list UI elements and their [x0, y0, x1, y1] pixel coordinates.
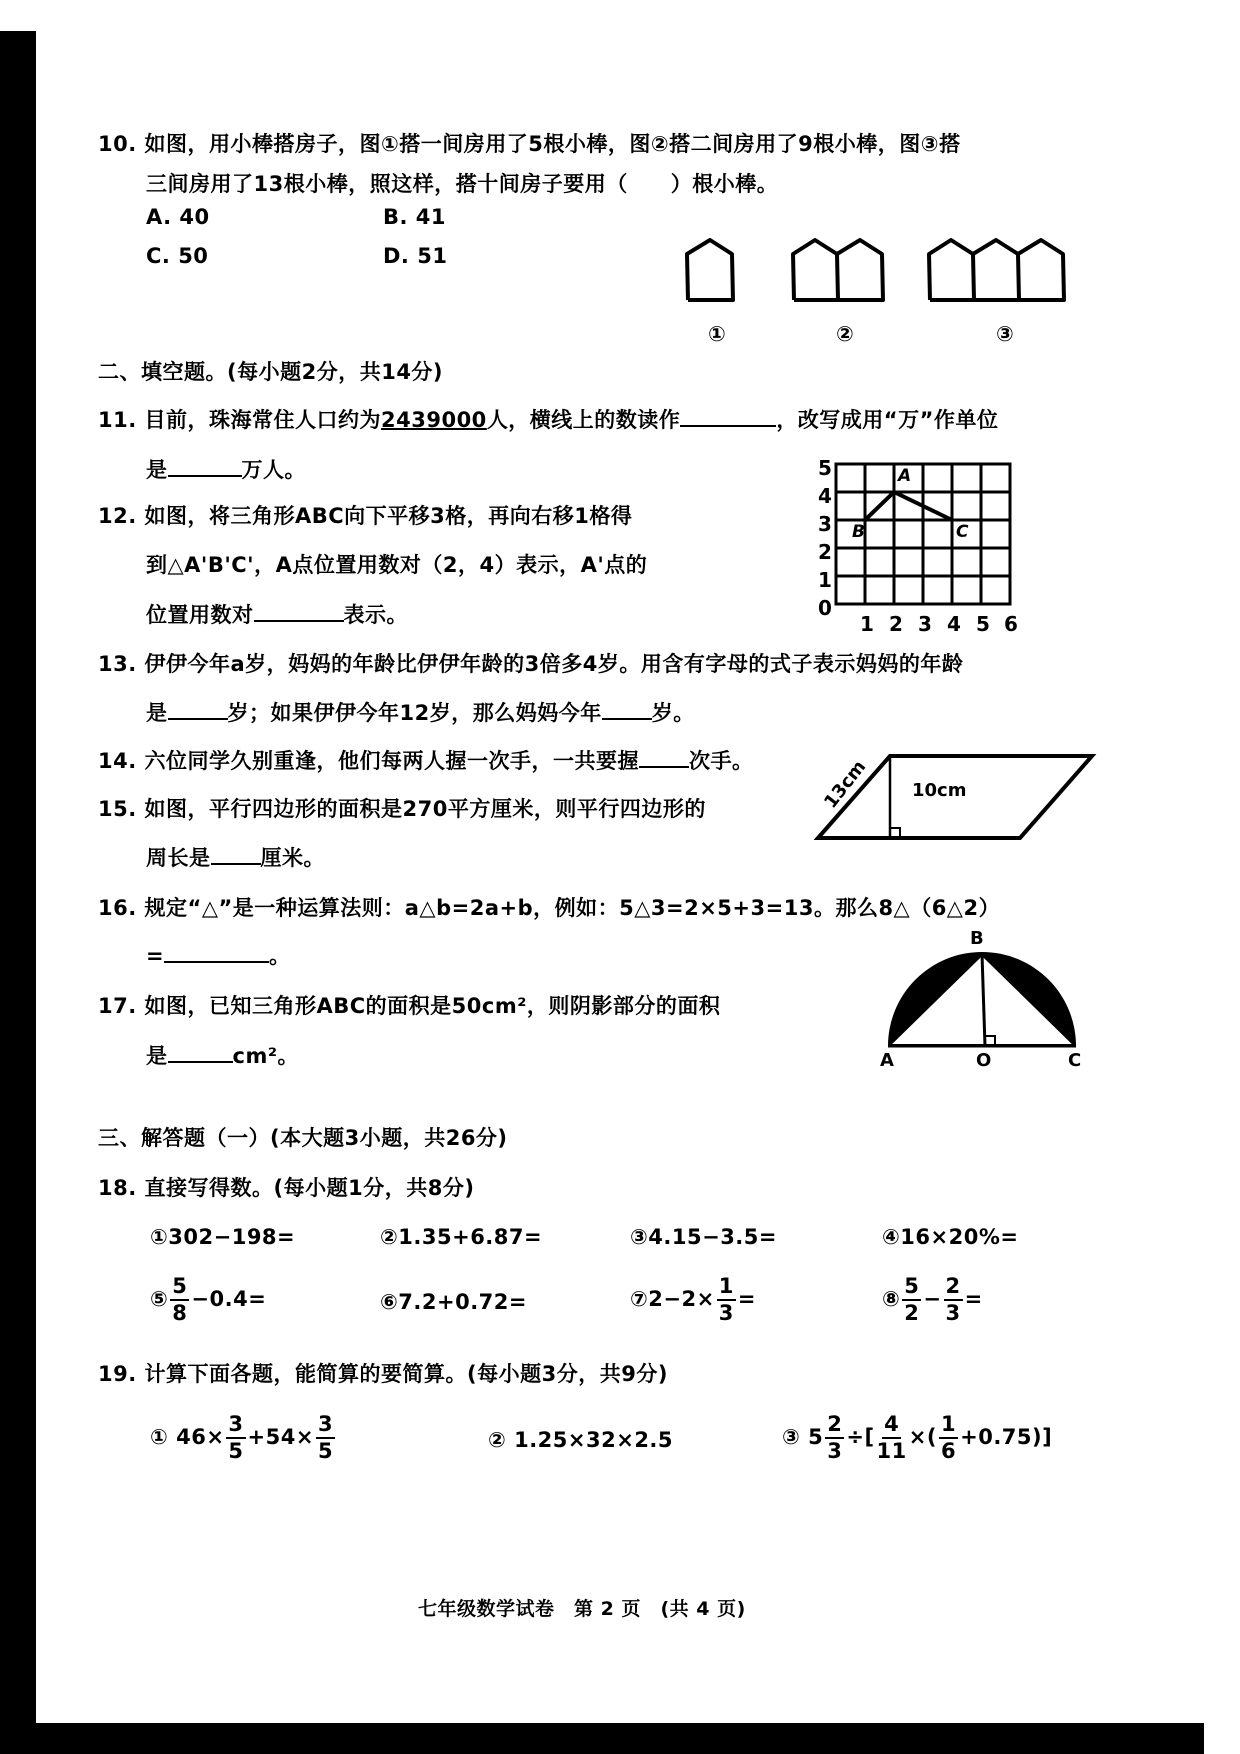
house-label-2: ②: [836, 322, 855, 346]
denominator: 3: [945, 1301, 961, 1325]
page-footer: 七年级数学试卷 第 2 页 (共 4 页): [418, 1598, 746, 1620]
q18-item-4: ④16×20%=: [882, 1225, 1019, 1249]
q18-item-2: ②1.35+6.87=: [380, 1225, 543, 1249]
section2-title: 二、填空题。(每小题2分，共14分): [98, 360, 444, 384]
denominator: 6: [940, 1439, 957, 1463]
denominator: 5: [228, 1439, 244, 1463]
q18-item-7-pre: 2−2×: [648, 1287, 715, 1311]
numerator: 2: [825, 1414, 844, 1439]
denominator: 11: [876, 1439, 907, 1463]
q15-line2-prefix: 周长是: [146, 846, 211, 870]
q12-line3-suffix: 表示。: [343, 603, 408, 627]
q10-option-a: A. 40: [146, 205, 210, 229]
denominator: 3: [827, 1439, 843, 1463]
semicircle-figure: [884, 950, 1084, 1050]
q18-item-3: ③4.15−3.5=: [630, 1225, 777, 1249]
grid-y-2: 2: [818, 540, 832, 564]
q18-item-8-num: ⑧: [882, 1287, 901, 1311]
q10-line2: 三间房用了13根小棒，照这样，搭十间房子要用（ ）根小棒。: [146, 172, 779, 196]
q13-line2-b: 岁；如果伊伊今年12岁，那么妈妈今年: [227, 701, 602, 725]
q19-item-1-num: ①: [150, 1425, 169, 1449]
q18-item-5-num: ⑤: [150, 1287, 169, 1311]
section3-title: 三、解答题（一）(本大题3小题，共26分): [98, 1126, 508, 1150]
q10-option-d: D. 51: [383, 244, 448, 268]
numerator: 1: [939, 1414, 958, 1439]
q11-number: 2439000: [381, 408, 487, 432]
q16-blank[interactable]: [164, 943, 269, 963]
grid-point-b: B: [852, 522, 865, 542]
denominator: 8: [172, 1301, 188, 1325]
grid-y-0: 0: [818, 596, 832, 620]
q17-line1: 17. 如图，已知三角形ABC的面积是50cm²，则阴影部分的面积: [98, 994, 721, 1018]
scan-border-bottom: [0, 1723, 1204, 1754]
parallelogram-side-label: 13cm: [820, 756, 871, 813]
parallelogram-height-label: 10cm: [912, 780, 967, 801]
q17-line2-prefix: 是: [146, 1044, 168, 1068]
q19-item-1-a: 46×: [176, 1425, 225, 1449]
houses-figure: [680, 232, 1100, 312]
q17-blank[interactable]: [168, 1043, 233, 1063]
q18-item-7: [630, 1276, 756, 1324]
grid-y-1: 1: [818, 568, 832, 592]
grid-x-4: 4: [947, 612, 961, 636]
q12-line3-prefix: 位置用数对: [146, 603, 254, 627]
fraction: [316, 1414, 335, 1462]
grid-y-5: 5: [818, 456, 832, 480]
q11-blank-2[interactable]: [168, 457, 242, 477]
fraction: [944, 1276, 963, 1324]
numerator: 2: [944, 1276, 963, 1301]
q10-option-b: B. 41: [383, 205, 447, 229]
q19-title: 19. 计算下面各题，能简算的要简算。(每小题3分，共9分): [98, 1362, 668, 1386]
q19-item-3-b: ×(: [908, 1425, 937, 1449]
q18-item-5: [150, 1276, 266, 1324]
q18-item-7-rest: =: [737, 1287, 756, 1311]
scan-border-left: [0, 31, 36, 1754]
numerator: 5: [902, 1276, 921, 1301]
grid-x-6: 6: [1004, 612, 1018, 636]
q16-line2-prefix: =: [146, 944, 165, 968]
grid-point-a: A: [898, 466, 912, 486]
grid-x-2: 2: [889, 612, 903, 636]
q10-line1: 10. 如图，用小棒搭房子，图①搭一间房用了5根小棒，图②搭二间房用了9根小棒，图③搭: [98, 132, 961, 156]
semicircle-label-o: O: [976, 1050, 992, 1071]
q15-line2-suffix: 厘米。: [260, 846, 325, 870]
denominator: 2: [904, 1301, 920, 1325]
grid-x-1: 1: [860, 612, 874, 636]
grid-x-3: 3: [918, 612, 932, 636]
grid-y-3: 3: [818, 512, 832, 536]
q18-item-1: ①302−198=: [150, 1225, 296, 1249]
numerator: 3: [316, 1414, 335, 1439]
q11-line2: [146, 454, 306, 484]
fraction: [226, 1414, 245, 1462]
numerator: 3: [226, 1414, 245, 1439]
q14-prefix: 14. 六位同学久别重逢，他们每两人握一次手，一共要握: [98, 749, 640, 773]
q13-line2-a: 是: [146, 701, 168, 725]
q19-item-3: [782, 1414, 1052, 1462]
numerator: 1: [717, 1276, 736, 1301]
q13-line2-c: 岁。: [651, 701, 695, 725]
q12-line1: 12. 如图，将三角形ABC向下平移3格，再向右移1格得: [98, 504, 633, 528]
fraction: [939, 1414, 958, 1462]
fraction: [877, 1414, 907, 1462]
semicircle-label-c: C: [1068, 1050, 1082, 1071]
q13-line1: 13. 伊伊今年a岁，妈妈的年龄比伊伊年龄的3倍多4岁。用含有字母的式子表示妈妈的年龄: [98, 652, 964, 676]
q18-item-5-rest: −0.4=: [191, 1287, 267, 1311]
fraction: [717, 1276, 736, 1324]
q14-suffix: 次手。: [689, 749, 754, 773]
q16-line1: 16. 规定“△”是一种运算法则：a△b=2a+b，例如：5△3=2×5+3=13。那么8△（6△2）: [98, 896, 1001, 920]
q18-item-6: ⑥7.2+0.72=: [380, 1290, 527, 1314]
q13-blank-1[interactable]: [168, 700, 228, 720]
q19-item-3-whole: 5: [808, 1425, 824, 1449]
q14-blank[interactable]: [639, 748, 689, 768]
grid-x-5: 5: [976, 612, 990, 636]
q16-line2: [146, 940, 291, 970]
q14-line: [98, 745, 754, 775]
q12-blank[interactable]: [254, 602, 344, 622]
q11-mid: 人，横线上的数读作: [486, 408, 681, 432]
grid-point-c: C: [956, 522, 969, 542]
q10-option-c: C. 50: [146, 244, 209, 268]
q11-line1: [98, 404, 998, 434]
house-label-3: ③: [996, 322, 1015, 346]
house-label-1: ①: [708, 322, 727, 346]
grid-y-4: 4: [818, 484, 832, 508]
q18-item-8: [882, 1276, 983, 1324]
q16-period: 。: [269, 944, 291, 968]
q12-line3: [146, 599, 408, 629]
q11-line2-prefix: 是: [146, 458, 168, 482]
numerator: 4: [882, 1414, 901, 1439]
fraction: [170, 1276, 189, 1324]
q11-suffix: ，改写成用“万”作单位: [776, 408, 999, 432]
q13-line2: [146, 697, 695, 727]
q11-prefix: 11. 目前，珠海常住人口约为: [98, 408, 382, 432]
q13-blank-2[interactable]: [602, 700, 652, 720]
q19-item-3-num: ③: [782, 1425, 801, 1449]
q18-item-8-rest: =: [964, 1287, 983, 1311]
q18-item-7-num: ⑦: [630, 1287, 649, 1311]
q12-line2: 到△A'B'C'，A点位置用数对（2，4）表示，A'点的: [146, 553, 648, 577]
q19-item-1: [150, 1414, 337, 1462]
q15-line2: [146, 842, 325, 872]
q19-item-3-a: ÷[: [846, 1425, 875, 1449]
q19-item-1-b: +54×: [247, 1425, 314, 1449]
q18-item-8-op: −: [923, 1287, 942, 1311]
q11-blank-1[interactable]: [680, 407, 776, 427]
denominator: 3: [718, 1301, 734, 1325]
q17-line2: [146, 1040, 299, 1070]
q15-blank[interactable]: [211, 845, 261, 865]
q18-title: 18. 直接写得数。(每小题1分，共8分): [98, 1176, 475, 1200]
denominator: 5: [317, 1439, 334, 1463]
q17-line2-suffix: cm²。: [232, 1044, 300, 1068]
q19-item-3-c: +0.75)]: [960, 1425, 1053, 1449]
semicircle-label-b: B: [970, 928, 984, 949]
semicircle-label-a: A: [880, 1050, 894, 1071]
fraction: [825, 1414, 844, 1462]
fraction: [902, 1276, 921, 1324]
q15-line1: 15. 如图，平行四边形的面积是270平方厘米，则平行四边形的: [98, 797, 706, 821]
q19-item-2: ② 1.25×32×2.5: [488, 1428, 674, 1452]
numerator: 5: [170, 1276, 189, 1301]
q11-line2-suffix: 万人。: [241, 458, 306, 482]
